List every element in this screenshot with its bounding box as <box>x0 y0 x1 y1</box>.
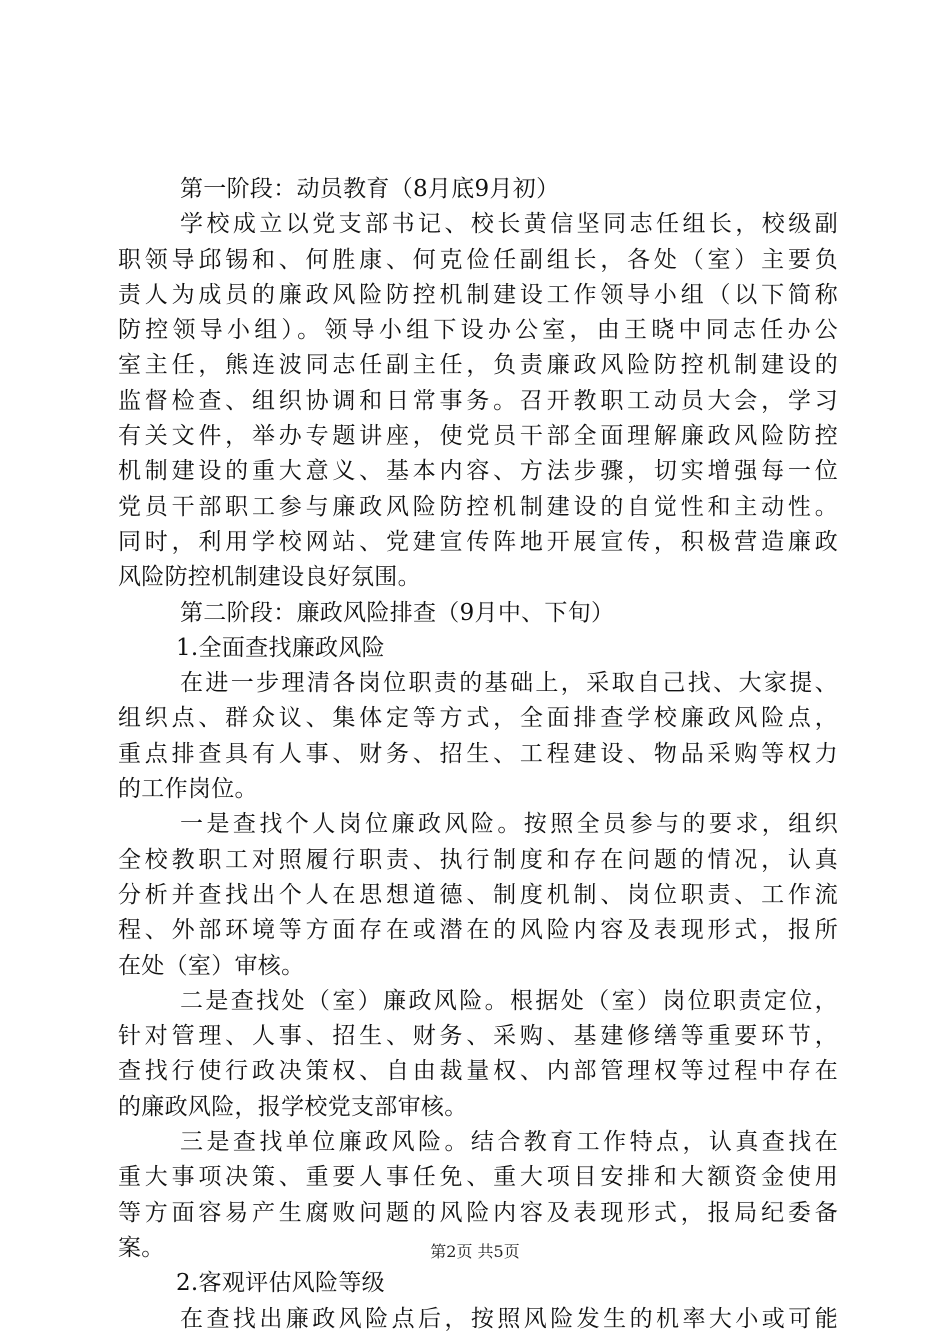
text-line: 党员干部职工参与廉政风险防控机制建设的自觉性和主动性。 <box>118 493 838 520</box>
text-line: 监督检查、组织协调和日常事务。召开教职工动员大会，学习 <box>118 387 838 414</box>
text-line: 针对管理、人事、招生、财务、采购、基建修缮等重要环节， <box>118 1023 838 1050</box>
text-line: 2.客观评估风险等级 <box>176 1270 385 1297</box>
text-line: 同时，利用学校网站、党建宣传阵地开展宣传，积极营造廉政 <box>118 528 838 555</box>
text-line: 分析并查找出个人在思想道德、制度机制、岗位职责、工作流 <box>118 881 838 908</box>
text-line: 在处（室）审核。 <box>118 952 305 979</box>
text-line: 全校教职工对照履行职责、执行制度和存在问题的情况，认真 <box>118 846 838 873</box>
text-line: 重大事项决策、重要人事任免、重大项目安排和大额资金使用 <box>118 1164 838 1191</box>
text-line: 在进一步理清各岗位职责的基础上，采取自己找、大家提、 <box>180 670 838 697</box>
text-line: 一是查找个人岗位廉政风险。按照全员参与的要求，组织 <box>180 811 838 838</box>
text-line: 组织点、群众议、集体定等方式，全面排查学校廉政风险点， <box>118 705 838 732</box>
text-line: 防控领导小组）。领导小组下设办公室，由王晓中同志任办公 <box>118 317 838 344</box>
text-line: 职领导邱锡和、何胜康、何克俭任副组长，各处（室）主要负 <box>118 246 838 273</box>
text-line: 有关文件，举办专题讲座，使党员干部全面理解廉政风险防控 <box>118 423 838 450</box>
text-line: 三是查找单位廉政风险。结合教育工作特点，认真查找在 <box>180 1129 838 1156</box>
text-line: 责人为成员的廉政风险防控机制建设工作领导小组（以下简称 <box>118 281 838 308</box>
text-line: 二是查找处（室）廉政风险。根据处（室）岗位职责定位， <box>180 987 838 1014</box>
text-line: 机制建设的重大意义、基本内容、方法步骤，切实增强每一位 <box>118 458 838 485</box>
text-line: 等方面容易产生腐败问题的风险内容及表现形式，报局纪委备 <box>118 1199 838 1226</box>
text-line: 查找行使行政决策权、自由裁量权、内部管理权等过程中存在 <box>118 1058 838 1085</box>
text-line: 1.全面查找廉政风险 <box>176 634 385 661</box>
text-line: 第一阶段：动员教育（8月底9月初） <box>180 176 560 202</box>
text-line: 第二阶段：廉政风险排查（9月中、下旬） <box>180 599 615 626</box>
text-line: 在查找出廉政风险点后，按照风险发生的机率大小或可能 <box>180 1305 838 1332</box>
text-line: 风险防控机制建设良好氛围。 <box>118 564 421 591</box>
text-line: 重点排查具有人事、财务、招生、工程建设、物品采购等权力 <box>118 740 838 767</box>
page-footer: 第2页 共5页 <box>430 1242 520 1261</box>
text-line: 的廉政风险，报学校党支部审核。 <box>118 1093 468 1120</box>
text-line: 程、外部环境等方面存在或潜在的风险内容及表现形式，报所 <box>118 917 838 944</box>
text-line: 的工作岗位。 <box>118 776 258 803</box>
document-body <box>118 172 838 1337</box>
text-line: 案。 <box>118 1234 165 1261</box>
text-line: 学校成立以党支部书记、校长黄信坚同志任组长，校级副 <box>180 211 838 238</box>
text-line: 室主任，熊连波同志任副主任，负责廉政风险防控机制建设的 <box>118 352 838 379</box>
